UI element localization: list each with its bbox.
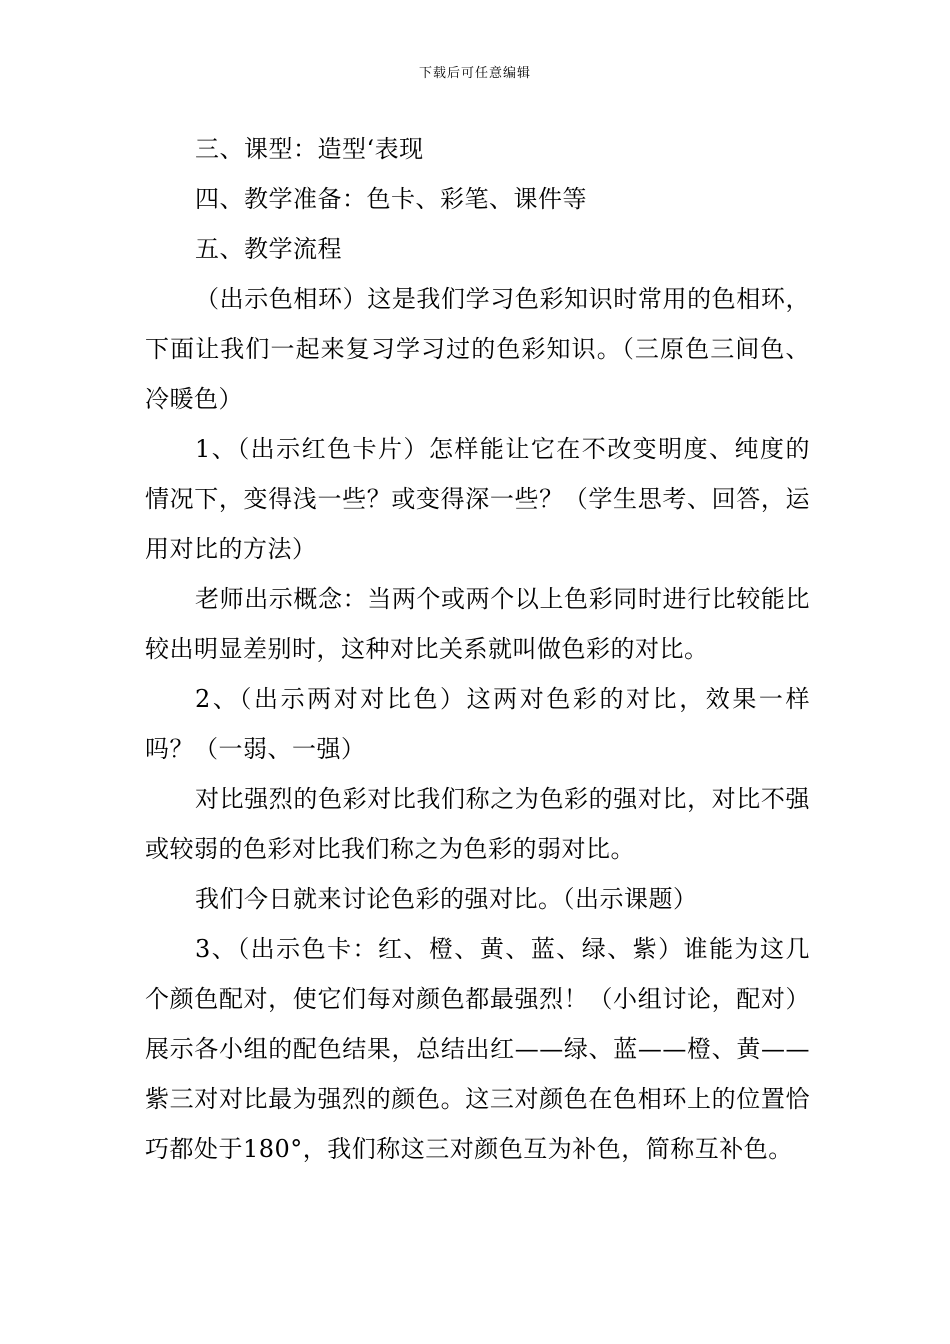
- section-course-type: 三、课型：造型‘表现: [195, 135, 424, 163]
- paragraph-step-3: 3、（出示色卡：红、橙、黄、蓝、绿、紫）谁能为这几个颜色配对，使它们每对颜色都最强烈！（小组讨论，配对）展示各小组的配色结果，总结出红——绿、蓝——橙、黄——紫三对对比最为强烈的颜色。这三对颜色在色相环上的位置恰巧都处于180°，我们称这三对颜色互为补色，简称互补色。: [145, 935, 810, 1163]
- paragraph-strong-weak-contrast: 对比强烈的色彩对比我们称之为色彩的强对比，对比不强或较弱的色彩对比我们称之为色彩的弱对比。: [145, 785, 810, 863]
- paragraph-step-1: 1、（出示红色卡片）怎样能让它在不改变明度、纯度的情况下，变得浅一些？或变得深一些？（学生思考、回答，运用对比的方法）: [145, 435, 810, 563]
- paragraph-step-2: 2、（出示两对对比色）这两对色彩的对比，效果一样吗？（一弱、一强）: [145, 685, 810, 763]
- paragraph-topic-intro: 我们今日就来讨论色彩的强对比。（出示课题）: [195, 885, 698, 913]
- document-body: [145, 124, 810, 1174]
- paragraph-concept: 老师出示概念：当两个或两个以上色彩同时进行比较能比较出明显差别时，这种对比关系就叫做色彩的对比。: [145, 585, 810, 663]
- paragraph-color-wheel: （出示色相环）这是我们学习色彩知识时常用的色相环，下面让我们一起来复习学习过的色彩知识。（三原色三间色、冷暖色）: [145, 285, 810, 413]
- section-teaching-preparation: 四、教学准备：色卡、彩笔、课件等: [195, 185, 587, 213]
- section-teaching-process: 五、教学流程: [195, 235, 342, 263]
- page-header: 下载后可任意编辑: [418, 66, 531, 81]
